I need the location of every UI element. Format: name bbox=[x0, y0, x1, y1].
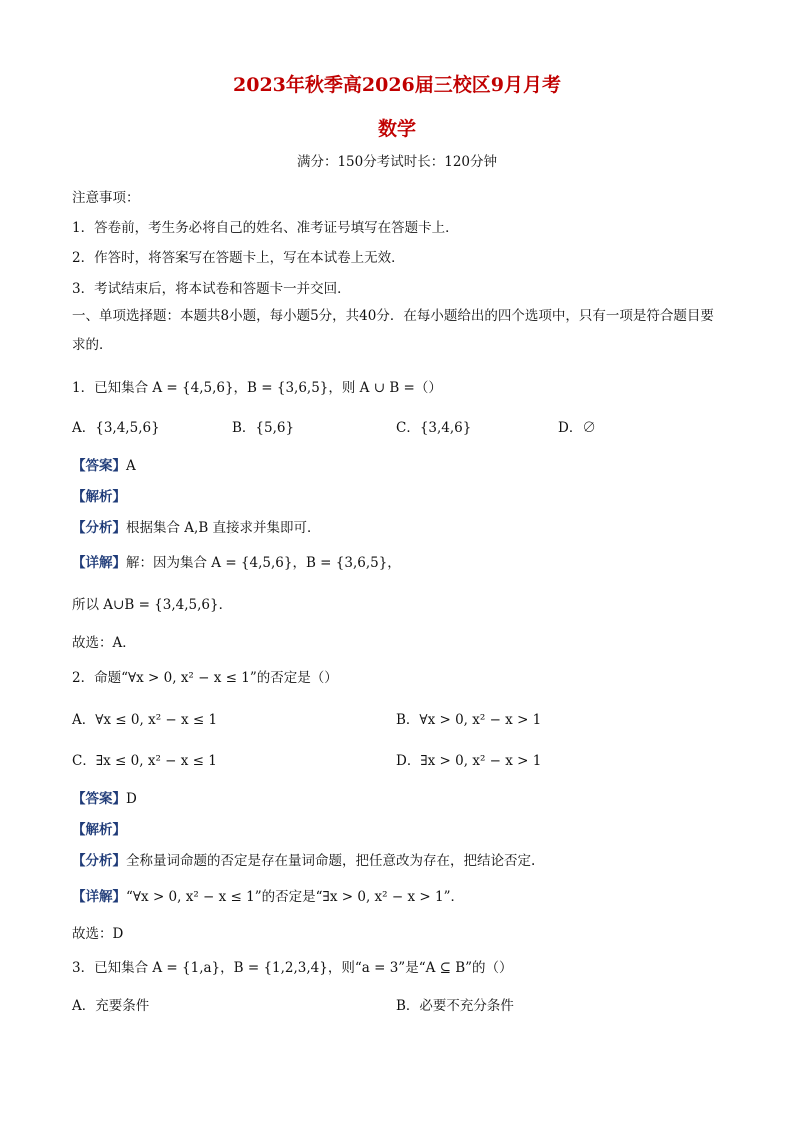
answer-label: 【答案】 bbox=[72, 458, 126, 474]
q1-option-a: A．{3,4,5,6} bbox=[72, 420, 160, 436]
q1-option-d: D．∅ bbox=[558, 420, 596, 436]
q1-analysis-label bbox=[72, 485, 126, 505]
q2-fenxi bbox=[72, 849, 535, 869]
q1-fenxi bbox=[72, 516, 321, 536]
detail-text: “∀x > 0, x² − x ≤ 1”的否定是“∃x > 0, x² − x > 1”． bbox=[126, 889, 464, 905]
exam-meta: 满分：150分考试时长：120分钟 bbox=[296, 154, 498, 170]
question-1-stem: 1．已知集合 A = {4,5,6}，B = {3,6,5}，则 A ∪ B =（） bbox=[72, 380, 442, 396]
q3-option-b: B．必要不充分条件 bbox=[396, 998, 514, 1014]
q2-option-d: D．∃x > 0, x² − x > 1 bbox=[396, 753, 542, 769]
fenxi-label: 【分析】 bbox=[72, 520, 126, 536]
answer-value: D bbox=[126, 791, 137, 807]
q1-answer bbox=[72, 454, 136, 474]
q2-answer bbox=[72, 787, 137, 807]
q3-option-a: A．充要条件 bbox=[72, 998, 150, 1014]
q2-option-c: C．∃x ≤ 0, x² − x ≤ 1 bbox=[72, 753, 217, 769]
question-3-stem: 3．已知集合 A = {1,a}，B = {1,2,3,4}，则“a = 3”是“A ⊆ B”的（） bbox=[72, 960, 513, 976]
note-item-2: 2．作答时，将答案写在答题卡上，写在本试卷上无效． bbox=[72, 250, 405, 266]
note-item-3: 3．考试结束后，将本试卷和答题卡一并交回． bbox=[72, 281, 351, 297]
analysis-label: 【解析】 bbox=[72, 489, 126, 505]
fenxi-label: 【分析】 bbox=[72, 853, 126, 869]
q2-option-a: A．∀x ≤ 0, x² − x ≤ 1 bbox=[72, 712, 218, 728]
q2-choice: 故选：D bbox=[72, 926, 124, 942]
q1-detail bbox=[72, 551, 401, 571]
note-item-1: 1．答卷前，考生务必将自己的姓名、准考证号填写在答题卡上． bbox=[72, 220, 459, 236]
exam-title: 2023年秋季高2026届三校区9月月考 bbox=[233, 74, 561, 96]
detail-label: 【详解】 bbox=[72, 555, 126, 571]
q1-choice: 故选：A． bbox=[72, 635, 136, 651]
q1-result: 所以 A∪B = {3,4,5,6}． bbox=[72, 597, 233, 613]
q2-option-b: B．∀x > 0, x² − x > 1 bbox=[396, 712, 542, 728]
q1-option-b: B．{5,6} bbox=[232, 420, 295, 436]
question-2-stem: 2．命题“∀x > 0, x² − x ≤ 1”的否定是（） bbox=[72, 670, 338, 686]
section-instructions: 一、单项选择题：本题共8小题，每小题5分，共40分．在每小题给出的四个选项中，只有一项是符合题目要求的． bbox=[72, 308, 714, 353]
answer-label: 【答案】 bbox=[72, 791, 126, 807]
subject-title: 数学 bbox=[377, 118, 416, 140]
q2-analysis-label bbox=[72, 818, 126, 838]
analysis-label: 【解析】 bbox=[72, 822, 126, 838]
notes-heading: 注意事项： bbox=[72, 190, 140, 206]
q1-option-c: C．{3,4,6} bbox=[396, 420, 472, 436]
answer-value: A bbox=[126, 458, 136, 474]
detail-text: 解：因为集合 A = {4,5,6}，B = {3,6,5}， bbox=[126, 555, 401, 571]
q2-detail bbox=[72, 885, 464, 905]
fenxi-text: 根据集合 A,B 直接求并集即可． bbox=[126, 520, 321, 536]
fenxi-text: 全称量词命题的否定是存在量词命题，把任意改为存在，把结论否定. bbox=[126, 853, 536, 869]
detail-label: 【详解】 bbox=[72, 889, 126, 905]
